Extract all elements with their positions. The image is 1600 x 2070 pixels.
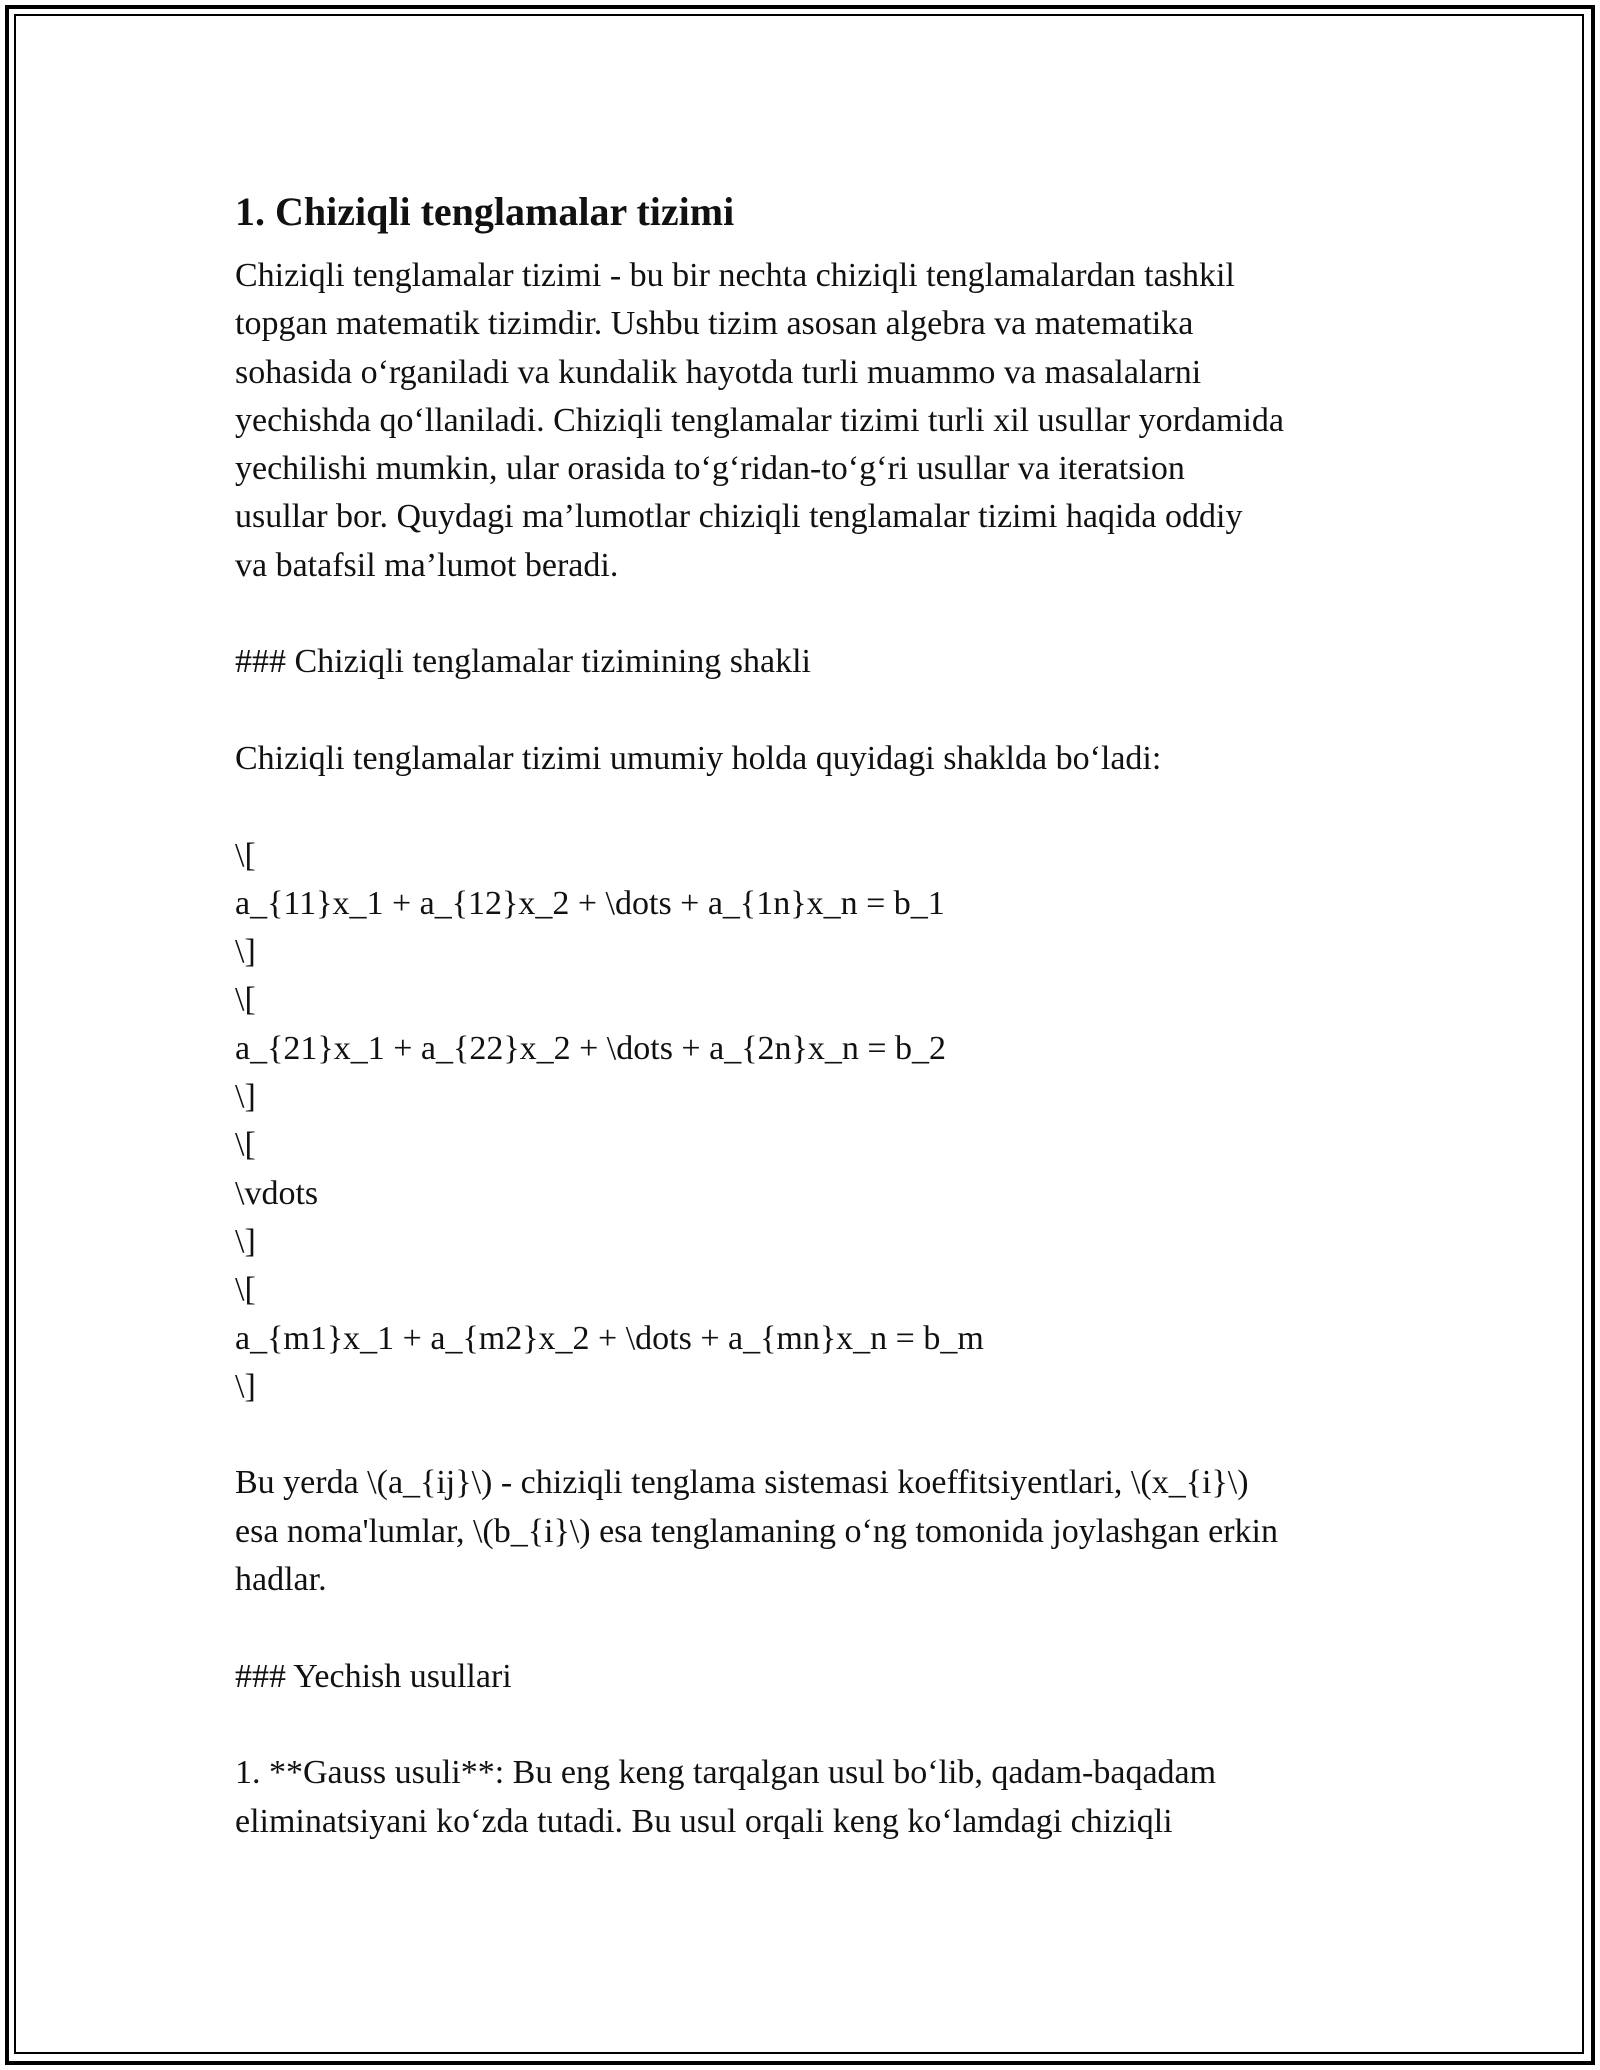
paragraph-line: yechishda qo‘llaniladi. Chiziqli tenglamalar tizimi turli xil usullar yordamida [235, 401, 1285, 439]
equation-line: \[ [235, 1126, 256, 1164]
paragraph-line: yechilishi mumkin, ular orasida to‘g‘ridan-to‘g‘ri usullar va iteratsion [235, 450, 1185, 488]
paragraph-line: hadlar. [235, 1561, 327, 1599]
methods-paragraph [235, 1749, 1415, 1846]
equation-block [235, 832, 1415, 1412]
paragraph-line: topgan matematik tizimdir. Ushbu tizim asosan algebra va matematika [235, 305, 1194, 343]
paragraph-line: 1. **Gauss usuli**: Bu eng keng tarqalgan usul bo‘lib, qadam-baqadam [235, 1754, 1217, 1792]
equation-line: a_{m1}x_1 + a_{m2}x_2 + \dots + a_{mn}x_n = b_m [235, 1319, 984, 1357]
paragraph-line: esa noma'lumlar, \(b_{i}\) esa tenglamaning o‘ng tomonida joylashgan erkin [235, 1512, 1278, 1550]
equation-line: a_{11}x_1 + a_{12}x_2 + \dots + a_{1n}x_n = b_1 [235, 884, 945, 922]
equation-line: \] [235, 1222, 256, 1260]
document-body [235, 184, 1415, 1846]
equation-line: \[ [235, 981, 256, 1019]
form-intro-text: Chiziqli tenglamalar tizimi umumiy holda quyidagi shaklda bo‘ladi: [235, 739, 1162, 777]
paragraph-line: Chiziqli tenglamalar tizimi - bu bir nechta chiziqli tenglamalardan tashkil [235, 257, 1235, 294]
subheading-form: ### Chiziqli tenglamalar tizimining shakli [235, 643, 812, 681]
equation-line: \] [235, 933, 256, 971]
paragraph-line: usullar bor. Quydagi ma’lumotlar chiziqli tenglamalar tizimi haqida oddiy [235, 498, 1243, 536]
section-heading: 1. Chiziqli tenglamalar tizimi [235, 189, 735, 234]
equation-line: a_{21}x_1 + a_{22}x_2 + \dots + a_{2n}x_n = b_2 [235, 1029, 947, 1067]
equation-line: \[ [235, 836, 256, 874]
intro-paragraph [235, 252, 1415, 590]
subheading-methods: ### Yechish usullari [235, 1657, 512, 1695]
equation-line: \] [235, 1367, 256, 1405]
paragraph-line: eliminatsiyani ko‘zda tutadi. Bu usul orqali keng ko‘lamdagi chiziqli [235, 1802, 1173, 1840]
equation-line: \[ [235, 1271, 256, 1309]
paragraph-line: Bu yerda \(a_{ij}\) - chiziqli tenglama sistemasi koeffitsiyentlari, \(x_{i}\) [235, 1464, 1249, 1502]
paragraph-line: sohasida o‘rganiladi va kundalik hayotda turli muammo va masalalarni [235, 353, 1202, 391]
explanation-paragraph [235, 1459, 1415, 1604]
equation-line: \] [235, 1078, 256, 1116]
paragraph-line: va batafsil ma’lumot beradi. [235, 546, 619, 584]
equation-line: \vdots [235, 1174, 319, 1212]
